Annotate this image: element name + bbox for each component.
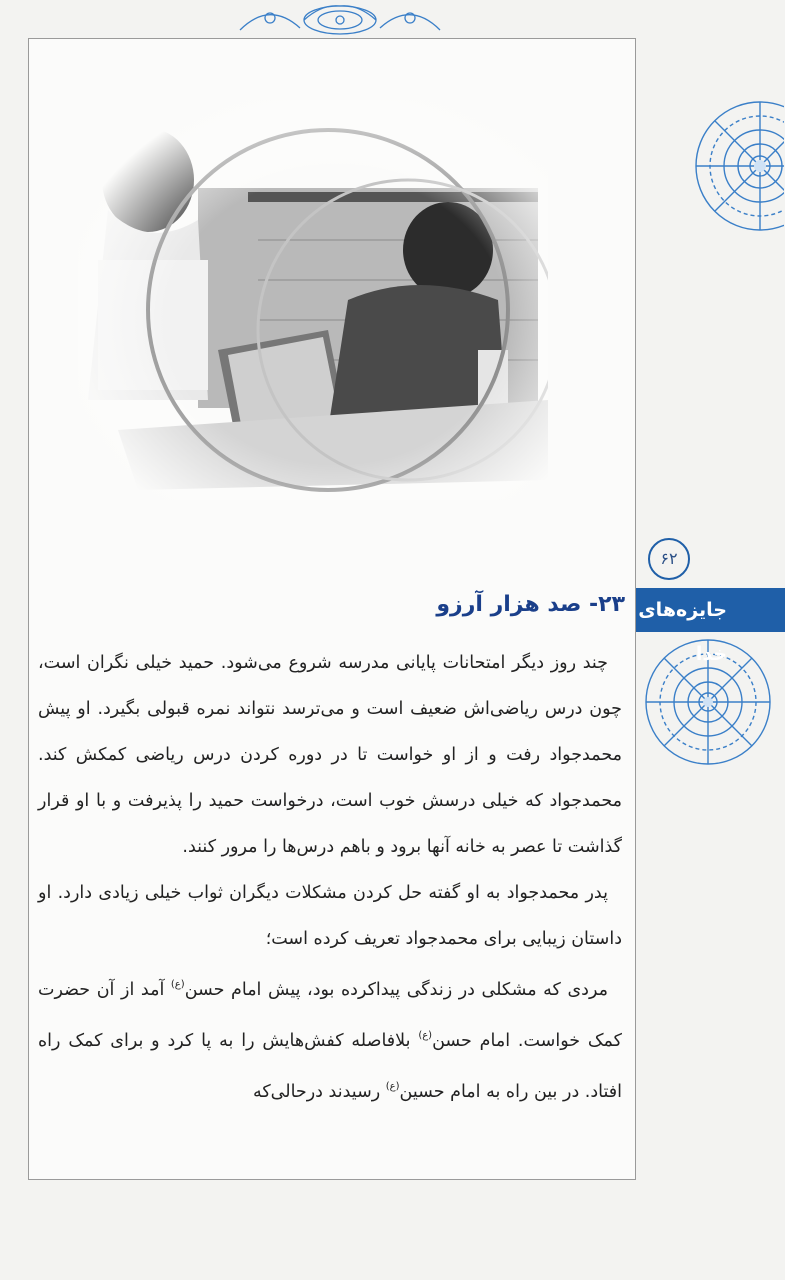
- paragraph-3: [38, 962, 622, 1115]
- honorific-mark: (ع): [418, 1030, 433, 1041]
- paragraph-2: پدر محمدجواد به او گفته حل کردن مشکلات دیگران ثواب خیلی زیادی دارد. او داستان زیبایی برای محمدجواد تعریف کرده است؛: [38, 883, 622, 949]
- story-part-2: آمد از آن حضرت کمک خواست. امام حسن: [38, 980, 622, 1051]
- honorific-mark: (ع): [170, 979, 185, 990]
- story-part-4: رسیدند درحالی‌که: [252, 1082, 386, 1102]
- story-part-3: بلافاصله کفش‌هایش را به پا کرد و برای کمک راه افتاد. در بین راه به امام حسین: [38, 1031, 622, 1102]
- page-number: ۶۲: [660, 549, 678, 568]
- section-heading: ۲۳- صد هزار آرزو: [436, 592, 625, 617]
- top-ornament: [230, 0, 450, 36]
- paragraph-1: چند روز دیگر امتحانات پایانی مدرسه شروع می‌شود. حمید خیلی نگران است، چون درس ریاضی‌اش ضعیف است و می‌ترسد نتواند نمره قبولی بگیرد. او پیش محمدجواد رفت و از او خواست تا در دوره کردن درس ریاضی کمکش کند. محمدجواد که خیلی درسش خوب است، درخواست حمید را پذیرفت و با او قرار گذاشت تا عصر به خانه آنها برود و باهم درس‌ها را مرور کنند.: [38, 653, 622, 857]
- mandala-ornament-top: [688, 98, 784, 234]
- book-title: جایزه‌های خدا: [638, 599, 727, 665]
- book-title-tab: [630, 588, 785, 665]
- students-studying-photo: [78, 100, 548, 500]
- honorific-mark: (ع): [385, 1081, 400, 1092]
- body-text: [38, 640, 622, 1115]
- story-part-1: مردی که مشکلی در زندگی پیداکرده بود، پیش امام حسن: [184, 980, 608, 1000]
